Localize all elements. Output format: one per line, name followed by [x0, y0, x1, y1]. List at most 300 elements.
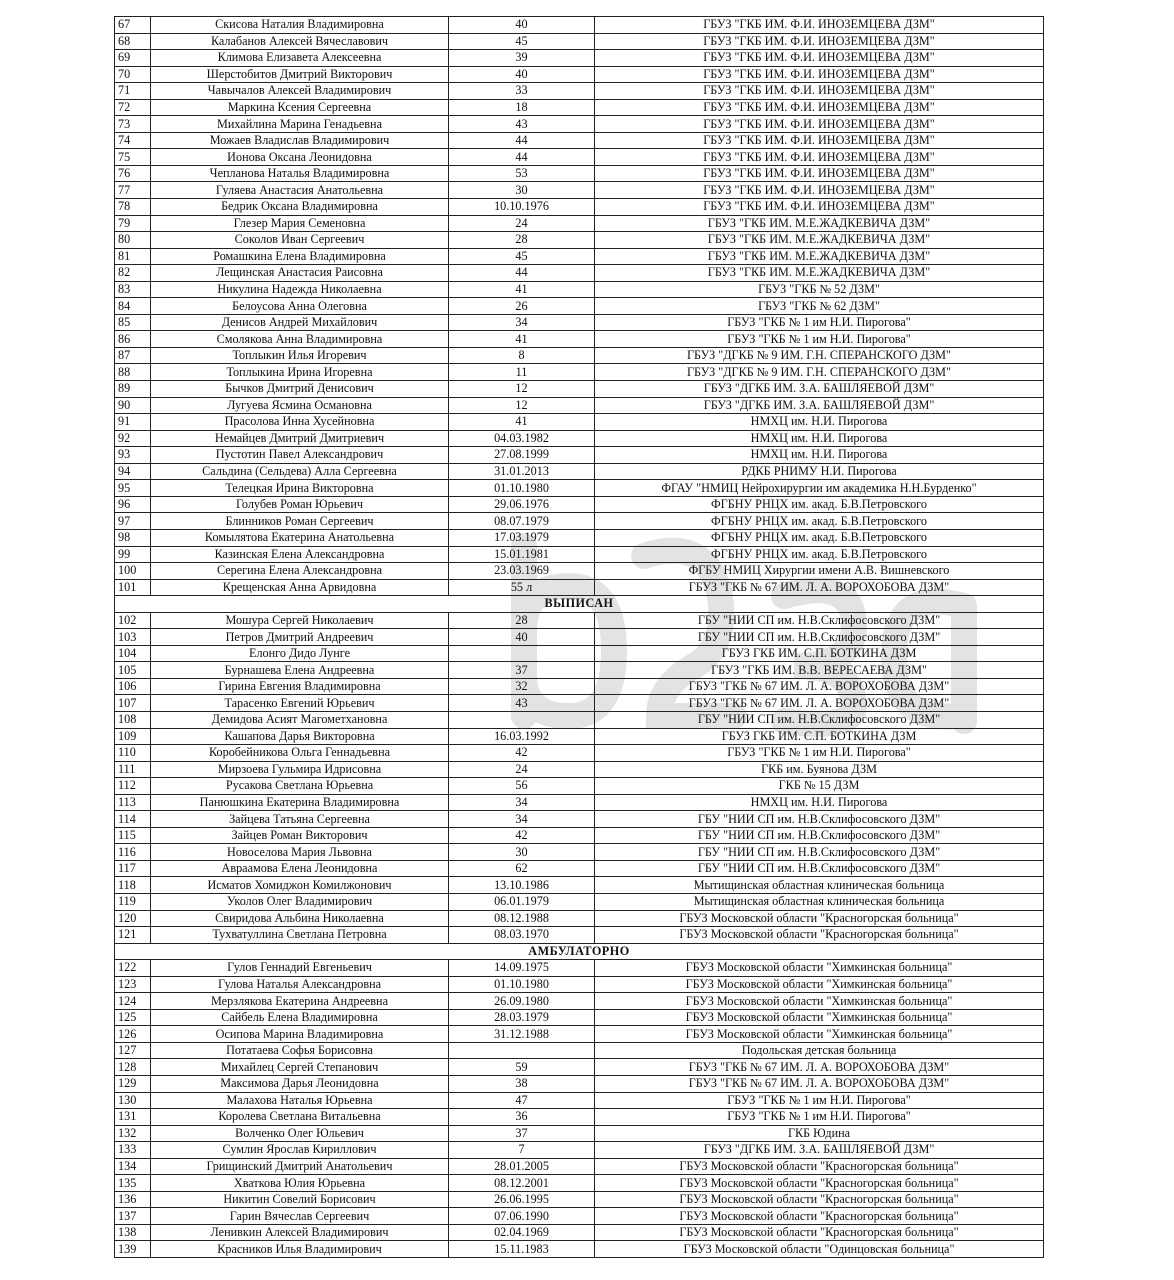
patient-age: 08.12.2001 [449, 1175, 595, 1192]
row-number: 118 [115, 877, 151, 894]
patient-age: 41 [449, 414, 595, 431]
table-row [115, 1175, 1044, 1192]
row-number: 78 [115, 199, 151, 216]
row-number: 139 [115, 1241, 151, 1258]
patient-age: 44 [449, 265, 595, 282]
patient-age: 15.01.1981 [449, 546, 595, 563]
table-row [115, 993, 1044, 1010]
table-row [115, 563, 1044, 580]
patient-name: Маркина Ксения Сергеевна [151, 99, 449, 116]
patient-name: Мошура Сергей Николаевич [151, 612, 449, 629]
hospital-name: ГБУЗ "ГКБ № 1 им Н.И. Пирогова" [595, 745, 1044, 762]
hospital-name: ГБУЗ "ГКБ ИМ. Ф.И. ИНОЗЕМЦЕВА ДЗМ" [595, 17, 1044, 34]
patient-age: 45 [449, 33, 595, 50]
patient-age: 37 [449, 662, 595, 679]
table-row [115, 1009, 1044, 1026]
table-row [115, 248, 1044, 265]
table-row [115, 745, 1044, 762]
patient-age: 47 [449, 1092, 595, 1109]
hospital-name: Мытищинская областная клиническая больница [595, 877, 1044, 894]
patient-age [449, 711, 595, 728]
hospital-name: ГБУЗ "ГКБ № 67 ИМ. Л. А. ВОРОХОБОВА ДЗМ" [595, 1059, 1044, 1076]
table-row [115, 1109, 1044, 1126]
table-row [115, 364, 1044, 381]
table-row [115, 347, 1044, 364]
patient-age: 01.10.1980 [449, 480, 595, 497]
table-row [115, 33, 1044, 50]
patient-name: Михайлец Сергей Степанович [151, 1059, 449, 1076]
row-number: 106 [115, 678, 151, 695]
row-number: 109 [115, 728, 151, 745]
patient-age: 40 [449, 66, 595, 83]
patient-age: 27.08.1999 [449, 447, 595, 464]
patient-name: Уколов Олег Владимирович [151, 893, 449, 910]
patient-name: Демидова Асият Магометхановна [151, 711, 449, 728]
patient-name: Топлыкина Ирина Игоревна [151, 364, 449, 381]
row-number: 97 [115, 513, 151, 530]
patient-age: 28.01.2005 [449, 1158, 595, 1175]
row-number: 74 [115, 132, 151, 149]
table-row [115, 827, 1044, 844]
patient-name: Красников Илья Владимирович [151, 1241, 449, 1258]
hospital-name: ГБУЗ ГКБ ИМ. С.П. БОТКИНА ДЗМ [595, 728, 1044, 745]
hospital-name: РДКБ РНИМУ Н.И. Пирогова [595, 463, 1044, 480]
hospital-name: ГБУЗ "ДГКБ ИМ. З.А. БАШЛЯЕВОЙ ДЗМ" [595, 1142, 1044, 1159]
table-row [115, 331, 1044, 348]
patient-age: 28 [449, 612, 595, 629]
row-number: 128 [115, 1059, 151, 1076]
table-row [115, 695, 1044, 712]
patient-name: Лещинская Анастасия Раисовна [151, 265, 449, 282]
patient-age: 24 [449, 761, 595, 778]
row-number: 137 [115, 1208, 151, 1225]
hospital-name: ГБУЗ "ГКБ ИМ. Ф.И. ИНОЗЕМЦЕВА ДЗМ" [595, 165, 1044, 182]
patient-age: 7 [449, 1142, 595, 1159]
row-number: 89 [115, 381, 151, 398]
hospital-name: ГБУЗ "ДГКБ ИМ. З.А. БАШЛЯЕВОЙ ДЗМ" [595, 397, 1044, 414]
row-number: 95 [115, 480, 151, 497]
hospital-name: ФГБНУ РНЦХ им. акад. Б.В.Петровского [595, 513, 1044, 530]
row-number: 88 [115, 364, 151, 381]
hospital-name: ГБУЗ "ГКБ № 1 им Н.И. Пирогова" [595, 1092, 1044, 1109]
patient-name: Новоселова Мария Львовна [151, 844, 449, 861]
row-number: 87 [115, 347, 151, 364]
patient-age: 41 [449, 281, 595, 298]
table-row [115, 1158, 1044, 1175]
patient-age: 41 [449, 331, 595, 348]
table-row [115, 612, 1044, 629]
row-number: 115 [115, 827, 151, 844]
table-row [115, 397, 1044, 414]
hospital-name: ГБУ "НИИ СП им. Н.В.Склифосовского ДЗМ" [595, 827, 1044, 844]
patient-age: 59 [449, 1059, 595, 1076]
row-number: 85 [115, 314, 151, 331]
patient-age: 44 [449, 149, 595, 166]
table-row [115, 99, 1044, 116]
table-row [115, 430, 1044, 447]
row-number: 75 [115, 149, 151, 166]
table-row [115, 546, 1044, 563]
table-row [115, 165, 1044, 182]
table-row [115, 132, 1044, 149]
section-header-row [115, 596, 1044, 613]
patient-name: Казинская Елена Александровна [151, 546, 449, 563]
row-number: 133 [115, 1142, 151, 1159]
hospital-name: ГБУЗ "ГКБ ИМ. Ф.И. ИНОЗЕМЦЕВА ДЗМ" [595, 132, 1044, 149]
patient-name: Мирзоева Гульмира Идрисовна [151, 761, 449, 778]
row-number: 111 [115, 761, 151, 778]
hospital-name: ГБУЗ Московской области "Химкинская больница" [595, 1026, 1044, 1043]
hospital-name: ГБУЗ Московской области "Красногорская больница" [595, 910, 1044, 927]
table-row [115, 1042, 1044, 1059]
section-title: АМБУЛАТОРНО [115, 943, 1044, 960]
table-row [115, 298, 1044, 315]
hospital-name: ГБУЗ "ГКБ № 1 им Н.И. Пирогова" [595, 331, 1044, 348]
row-number: 68 [115, 33, 151, 50]
hospital-name: ГБУЗ Московской области "Химкинская больница" [595, 1009, 1044, 1026]
hospital-name: ГБУЗ "ГКБ ИМ. Ф.И. ИНОЗЕМЦЕВА ДЗМ" [595, 116, 1044, 133]
patient-age: 28 [449, 232, 595, 249]
patient-age: 34 [449, 794, 595, 811]
row-number: 101 [115, 579, 151, 596]
section-header-row [115, 943, 1044, 960]
patient-name: Блинников Роман Сергеевич [151, 513, 449, 530]
row-number: 129 [115, 1076, 151, 1093]
patient-name: Панюшкина Екатерина Владимировна [151, 794, 449, 811]
table-row [115, 678, 1044, 695]
hospital-name: ГБУЗ "ГКБ ИМ. В.В. ВЕРЕСАЕВА ДЗМ" [595, 662, 1044, 679]
patient-age: 36 [449, 1109, 595, 1126]
patient-name: Зайцева Татьяна Сергеевна [151, 811, 449, 828]
patient-age: 62 [449, 860, 595, 877]
patient-age: 56 [449, 778, 595, 795]
patient-name: Гулова Наталья Александровна [151, 976, 449, 993]
patient-name: Прасолова Инна Хусейновна [151, 414, 449, 431]
patient-age: 43 [449, 116, 595, 133]
patient-age: 30 [449, 182, 595, 199]
patient-age: 31.01.2013 [449, 463, 595, 480]
patient-age: 02.04.1969 [449, 1224, 595, 1241]
table-row [115, 976, 1044, 993]
table-row [115, 50, 1044, 67]
table-row [115, 513, 1044, 530]
table-row [115, 265, 1044, 282]
row-number: 121 [115, 927, 151, 944]
table-row [115, 1059, 1044, 1076]
table-row [115, 1026, 1044, 1043]
patient-age: 26 [449, 298, 595, 315]
row-number: 131 [115, 1109, 151, 1126]
patient-name: Бедрик Оксана Владимировна [151, 199, 449, 216]
table-row [115, 1241, 1044, 1258]
hospital-name: ГБУЗ "ГКБ ИМ. Ф.И. ИНОЗЕМЦЕВА ДЗМ" [595, 199, 1044, 216]
hospital-name: ГБУЗ Московской области "Красногорская больница" [595, 927, 1044, 944]
row-number: 113 [115, 794, 151, 811]
patient-name: Серегина Елена Александровна [151, 563, 449, 580]
patient-age: 39 [449, 50, 595, 67]
hospital-name: НМХЦ им. Н.И. Пирогова [595, 414, 1044, 431]
row-number: 127 [115, 1042, 151, 1059]
patient-name: Гирина Евгения Владимировна [151, 678, 449, 695]
hospital-name: ГБУ "НИИ СП им. Н.В.Склифосовского ДЗМ" [595, 844, 1044, 861]
patient-age: 24 [449, 215, 595, 232]
table-row [115, 811, 1044, 828]
row-number: 81 [115, 248, 151, 265]
hospital-name: ФГБНУ РНЦХ им. акад. Б.В.Петровского [595, 529, 1044, 546]
hospital-name: ГБУ "НИИ СП им. Н.В.Склифосовского ДЗМ" [595, 860, 1044, 877]
table-row [115, 877, 1044, 894]
patient-age: 43 [449, 695, 595, 712]
patient-age: 31.12.1988 [449, 1026, 595, 1043]
patient-name: Мерзлякова Екатерина Андреевна [151, 993, 449, 1010]
patient-age: 28.03.1979 [449, 1009, 595, 1026]
hospital-name: ГБУЗ Московской области "Химкинская больница" [595, 960, 1044, 977]
table-row [115, 711, 1044, 728]
patient-name: Бычков Дмитрий Денисович [151, 381, 449, 398]
patient-age: 38 [449, 1076, 595, 1093]
row-number: 110 [115, 745, 151, 762]
row-number: 122 [115, 960, 151, 977]
table-row [115, 844, 1044, 861]
hospital-name: ГБУ "НИИ СП им. Н.В.Склифосовского ДЗМ" [595, 711, 1044, 728]
patient-name: Никитин Совелий Борисович [151, 1191, 449, 1208]
patient-age: 08.03.1970 [449, 927, 595, 944]
patient-name: Пустотин Павел Александрович [151, 447, 449, 464]
hospital-name: ГКБ Юдина [595, 1125, 1044, 1142]
hospital-name: Подольская детская больница [595, 1042, 1044, 1059]
table-row [115, 728, 1044, 745]
row-number: 93 [115, 447, 151, 464]
patient-age: 32 [449, 678, 595, 695]
hospital-name: ГБУЗ "ГКБ № 1 им Н.И. Пирогова" [595, 1109, 1044, 1126]
hospital-name: ГБУ "НИИ СП им. Н.В.Склифосовского ДЗМ" [595, 612, 1044, 629]
row-number: 114 [115, 811, 151, 828]
row-number: 71 [115, 83, 151, 100]
row-number: 72 [115, 99, 151, 116]
table-row [115, 414, 1044, 431]
table-row [115, 496, 1044, 513]
patient-age: 26.06.1995 [449, 1191, 595, 1208]
row-number: 112 [115, 778, 151, 795]
patient-name: Гуляева Анастасия Анатольевна [151, 182, 449, 199]
row-number: 116 [115, 844, 151, 861]
patient-name: Ионова Оксана Леонидовна [151, 149, 449, 166]
row-number: 96 [115, 496, 151, 513]
patient-name: Свиридова Альбина Николаевна [151, 910, 449, 927]
row-number: 119 [115, 893, 151, 910]
table-row [115, 761, 1044, 778]
table-row [115, 149, 1044, 166]
patient-age: 04.03.1982 [449, 430, 595, 447]
table-row [115, 116, 1044, 133]
patient-name: Тарасенко Евгений Юрьевич [151, 695, 449, 712]
patient-name: Калабанов Алексей Вячеславович [151, 33, 449, 50]
patient-age: 40 [449, 17, 595, 34]
patient-age: 10.10.1976 [449, 199, 595, 216]
table-row [115, 83, 1044, 100]
patient-name: Шерстобитов Дмитрий Викторович [151, 66, 449, 83]
table-row [115, 794, 1044, 811]
hospital-name: ГБУЗ "ГКБ ИМ. Ф.И. ИНОЗЕМЦЕВА ДЗМ" [595, 66, 1044, 83]
row-number: 70 [115, 66, 151, 83]
row-number: 138 [115, 1224, 151, 1241]
row-number: 83 [115, 281, 151, 298]
hospital-name: ФГБНУ РНЦХ им. акад. Б.В.Петровского [595, 546, 1044, 563]
patient-name: Грищинский Дмитрий Анатольевич [151, 1158, 449, 1175]
patient-name: Чавычалов Алексей Владимирович [151, 83, 449, 100]
hospital-name: ГБУЗ "ГКБ № 67 ИМ. Л. А. ВОРОХОБОВА ДЗМ" [595, 678, 1044, 695]
patient-age: 17.03.1979 [449, 529, 595, 546]
row-number: 90 [115, 397, 151, 414]
row-number: 104 [115, 645, 151, 662]
patient-name: Белоусова Анна Олеговна [151, 298, 449, 315]
table-row [115, 447, 1044, 464]
patient-name: Бурнашева Елена Андреевна [151, 662, 449, 679]
row-number: 123 [115, 976, 151, 993]
patient-name: Елонго Дидо Лунге [151, 645, 449, 662]
patient-name: Сайбель Елена Владимировна [151, 1009, 449, 1026]
row-number: 117 [115, 860, 151, 877]
patient-age: 08.07.1979 [449, 513, 595, 530]
patient-name: Волченко Олег Юльевич [151, 1125, 449, 1142]
table-row [115, 1191, 1044, 1208]
table-row [115, 910, 1044, 927]
patient-name: Немайцев Дмитрий Дмитриевич [151, 430, 449, 447]
row-number: 132 [115, 1125, 151, 1142]
patient-name: Исматов Хомиджон Комилжонович [151, 877, 449, 894]
table-row [115, 182, 1044, 199]
hospital-name: ГБУ "НИИ СП им. Н.В.Склифосовского ДЗМ" [595, 629, 1044, 646]
hospital-name: ГБУЗ "ГКБ ИМ. Ф.И. ИНОЗЕМЦЕВА ДЗМ" [595, 182, 1044, 199]
table-row [115, 778, 1044, 795]
table-row [115, 1208, 1044, 1225]
hospital-name: НМХЦ им. Н.И. Пирогова [595, 794, 1044, 811]
patient-age [449, 645, 595, 662]
patient-name: Сумлин Ярослав Кириллович [151, 1142, 449, 1159]
row-number: 136 [115, 1191, 151, 1208]
row-number: 135 [115, 1175, 151, 1192]
table-row [115, 1092, 1044, 1109]
patient-age: 18 [449, 99, 595, 116]
patient-age: 30 [449, 844, 595, 861]
patient-name: Скисова Наталия Владимировна [151, 17, 449, 34]
row-number: 99 [115, 546, 151, 563]
patient-age: 55 л [449, 579, 595, 596]
patient-name: Климова Елизавета Алексеевна [151, 50, 449, 67]
row-number: 67 [115, 17, 151, 34]
patient-name: Сальдина (Сельдева) Алла Сергеевна [151, 463, 449, 480]
patient-age: 15.11.1983 [449, 1241, 595, 1258]
hospital-name: ГБУЗ "ДГКБ № 9 ИМ. Г.Н. СПЕРАНСКОГО ДЗМ" [595, 347, 1044, 364]
table-row [115, 629, 1044, 646]
hospital-name: ФГАУ "НМИЦ Нейрохирургии им академика Н.Н.Бурденко" [595, 480, 1044, 497]
hospital-name: ГБУЗ Московской области "Красногорская больница" [595, 1224, 1044, 1241]
row-number: 79 [115, 215, 151, 232]
patient-name: Голубев Роман Юрьевич [151, 496, 449, 513]
patient-age: 40 [449, 629, 595, 646]
table-row [115, 645, 1044, 662]
table-row [115, 480, 1044, 497]
table-row [115, 281, 1044, 298]
row-number: 69 [115, 50, 151, 67]
patient-name: Денисов Андрей Михайлович [151, 314, 449, 331]
patient-name: Авраамова Елена Леонидовна [151, 860, 449, 877]
table-row [115, 199, 1044, 216]
patient-name: Кашапова Дарья Викторовна [151, 728, 449, 745]
row-number: 84 [115, 298, 151, 315]
row-number: 73 [115, 116, 151, 133]
hospital-name: ГБУЗ "ГКБ № 67 ИМ. Л. А. ВОРОХОБОВА ДЗМ" [595, 579, 1044, 596]
patient-age: 53 [449, 165, 595, 182]
patient-name: Крещенская Анна Арвидовна [151, 579, 449, 596]
patient-table-body [115, 17, 1044, 1258]
table-row [115, 17, 1044, 34]
patient-name: Лугуева Ясмина Османовна [151, 397, 449, 414]
table-row [115, 463, 1044, 480]
row-number: 126 [115, 1026, 151, 1043]
patient-name: Чепланова Наталья Владимировна [151, 165, 449, 182]
patient-name: Глезер Мария Семеновна [151, 215, 449, 232]
table-row [115, 215, 1044, 232]
row-number: 125 [115, 1009, 151, 1026]
patient-age: 01.10.1980 [449, 976, 595, 993]
patient-age: 33 [449, 83, 595, 100]
patient-age: 07.06.1990 [449, 1208, 595, 1225]
row-number: 102 [115, 612, 151, 629]
hospital-name: ГБУЗ Московской области "Красногорская больница" [595, 1208, 1044, 1225]
hospital-name: ГБУЗ ГКБ ИМ. С.П. БОТКИНА ДЗМ [595, 645, 1044, 662]
row-number: 91 [115, 414, 151, 431]
table-row [115, 232, 1044, 249]
table-row [115, 960, 1044, 977]
patient-name: Коробейникова Ольга Геннадьевна [151, 745, 449, 762]
patient-name: Ленивкин Алексей Владимирович [151, 1224, 449, 1241]
patient-name: Хваткова Юлия Юрьевна [151, 1175, 449, 1192]
row-number: 130 [115, 1092, 151, 1109]
patient-age: 16.03.1992 [449, 728, 595, 745]
hospital-name: ГБУЗ "ГКБ № 52 ДЗМ" [595, 281, 1044, 298]
row-number: 108 [115, 711, 151, 728]
patient-name: Потатаева Софья Борисовна [151, 1042, 449, 1059]
hospital-name: ГБУЗ Московской области "Красногорская больница" [595, 1158, 1044, 1175]
hospital-name: ГБУЗ Московской области "Химкинская больница" [595, 993, 1044, 1010]
row-number: 92 [115, 430, 151, 447]
table-row [115, 579, 1044, 596]
patient-name: Ромашкина Елена Владимировна [151, 248, 449, 265]
hospital-name: Мытищинская областная клиническая больница [595, 893, 1044, 910]
table-row [115, 1076, 1044, 1093]
row-number: 120 [115, 910, 151, 927]
table-row [115, 381, 1044, 398]
row-number: 134 [115, 1158, 151, 1175]
row-number: 107 [115, 695, 151, 712]
row-number: 86 [115, 331, 151, 348]
hospital-name: ГБУЗ Московской области "Одинцовская больница" [595, 1241, 1044, 1258]
patient-age: 42 [449, 827, 595, 844]
hospital-name: НМХЦ им. Н.И. Пирогова [595, 430, 1044, 447]
hospital-name: ГКБ им. Буянова ДЗМ [595, 761, 1044, 778]
patient-name: Топлыкин Илья Игоревич [151, 347, 449, 364]
hospital-name: ГБУЗ "ГКБ ИМ. Ф.И. ИНОЗЕМЦЕВА ДЗМ" [595, 50, 1044, 67]
hospital-name: ГБУЗ "ГКБ № 67 ИМ. Л. А. ВОРОХОБОВА ДЗМ" [595, 695, 1044, 712]
patient-age: 12 [449, 397, 595, 414]
hospital-name: ГБУЗ Московской области "Химкинская больница" [595, 976, 1044, 993]
hospital-name: ГБУЗ "ГКБ ИМ. М.Е.ЖАДКЕВИЧА ДЗМ" [595, 265, 1044, 282]
table-row [115, 529, 1044, 546]
hospital-name: ГБУЗ "ГКБ ИМ. Ф.И. ИНОЗЕМЦЕВА ДЗМ" [595, 33, 1044, 50]
row-number: 100 [115, 563, 151, 580]
hospital-name: ГКБ № 15 ДЗМ [595, 778, 1044, 795]
